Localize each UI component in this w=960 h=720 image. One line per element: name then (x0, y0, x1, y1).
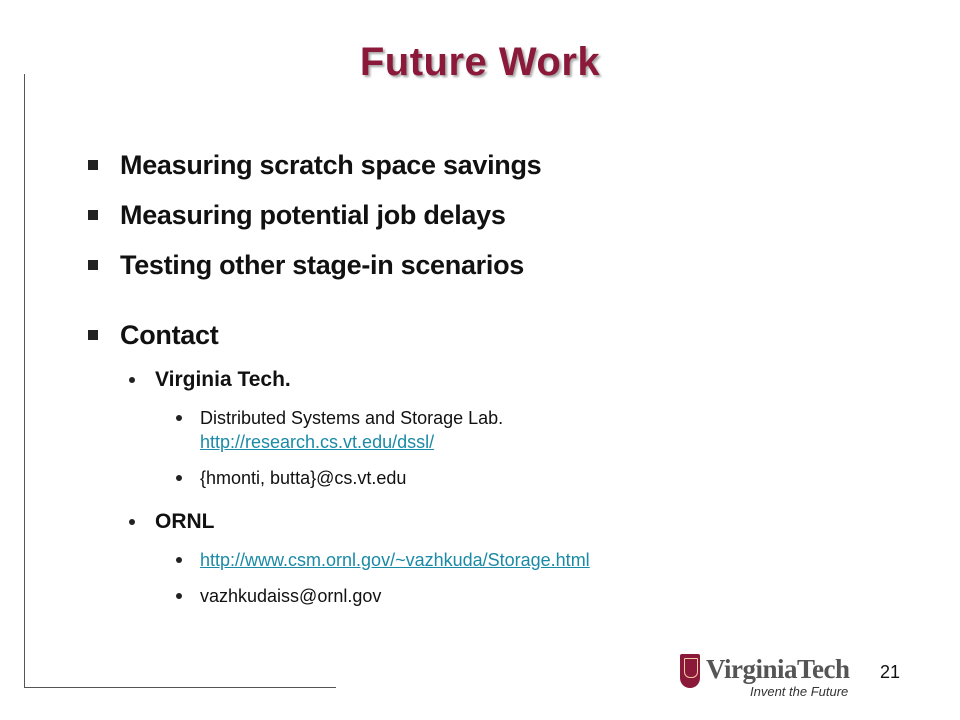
lab-name: Distributed Systems and Storage Lab. (200, 408, 504, 428)
left-border-line (24, 74, 25, 688)
vt-email: {hmonti, butta}@cs.vt.edu (200, 468, 407, 488)
square-bullet-icon (88, 330, 98, 340)
bullet-text: Measuring scratch space savings (120, 149, 542, 180)
bullet-item-contact (84, 310, 904, 360)
bottom-border-line (24, 687, 336, 688)
ornl-link[interactable]: http://www.csm.ornl.gov/~vazhkuda/Storage.html (200, 550, 590, 570)
detail-item (176, 542, 904, 578)
round-bullet-icon (129, 377, 135, 383)
round-bullet-icon (176, 593, 182, 599)
logo-tagline: Invent the Future (750, 684, 849, 699)
sub-bullet-text: Virginia Tech. (155, 368, 291, 391)
slide-content (84, 140, 904, 614)
detail-item (176, 578, 904, 614)
bullet-text: Contact (120, 319, 219, 350)
slide-title: Future Work (359, 40, 601, 84)
bullet-text: Testing other stage-in scenarios (120, 249, 524, 280)
round-bullet-icon (176, 475, 182, 481)
detail-item (176, 460, 904, 496)
bullet-item (84, 190, 904, 240)
square-bullet-icon (88, 160, 98, 170)
dssl-link[interactable]: http://research.cs.vt.edu/dssl/ (200, 432, 435, 452)
sub-bullet-vt (129, 360, 904, 400)
page-number: 21 (880, 662, 901, 682)
ornl-email: vazhkudaiss@ornl.gov (200, 586, 382, 606)
bullet-item (84, 240, 904, 290)
sub-bullet-ornl (129, 502, 904, 542)
bullet-item (84, 140, 904, 190)
square-bullet-icon (88, 210, 98, 220)
detail-item (176, 400, 904, 460)
shield-icon (680, 654, 700, 688)
square-bullet-icon (88, 260, 98, 270)
virginia-tech-logo (680, 654, 850, 700)
round-bullet-icon (176, 557, 182, 563)
round-bullet-icon (129, 519, 135, 525)
logo-name: VirginiaTech (706, 654, 850, 684)
bullet-text: Measuring potential job delays (120, 199, 506, 230)
round-bullet-icon (176, 415, 182, 421)
sub-bullet-text: ORNL (155, 510, 215, 533)
